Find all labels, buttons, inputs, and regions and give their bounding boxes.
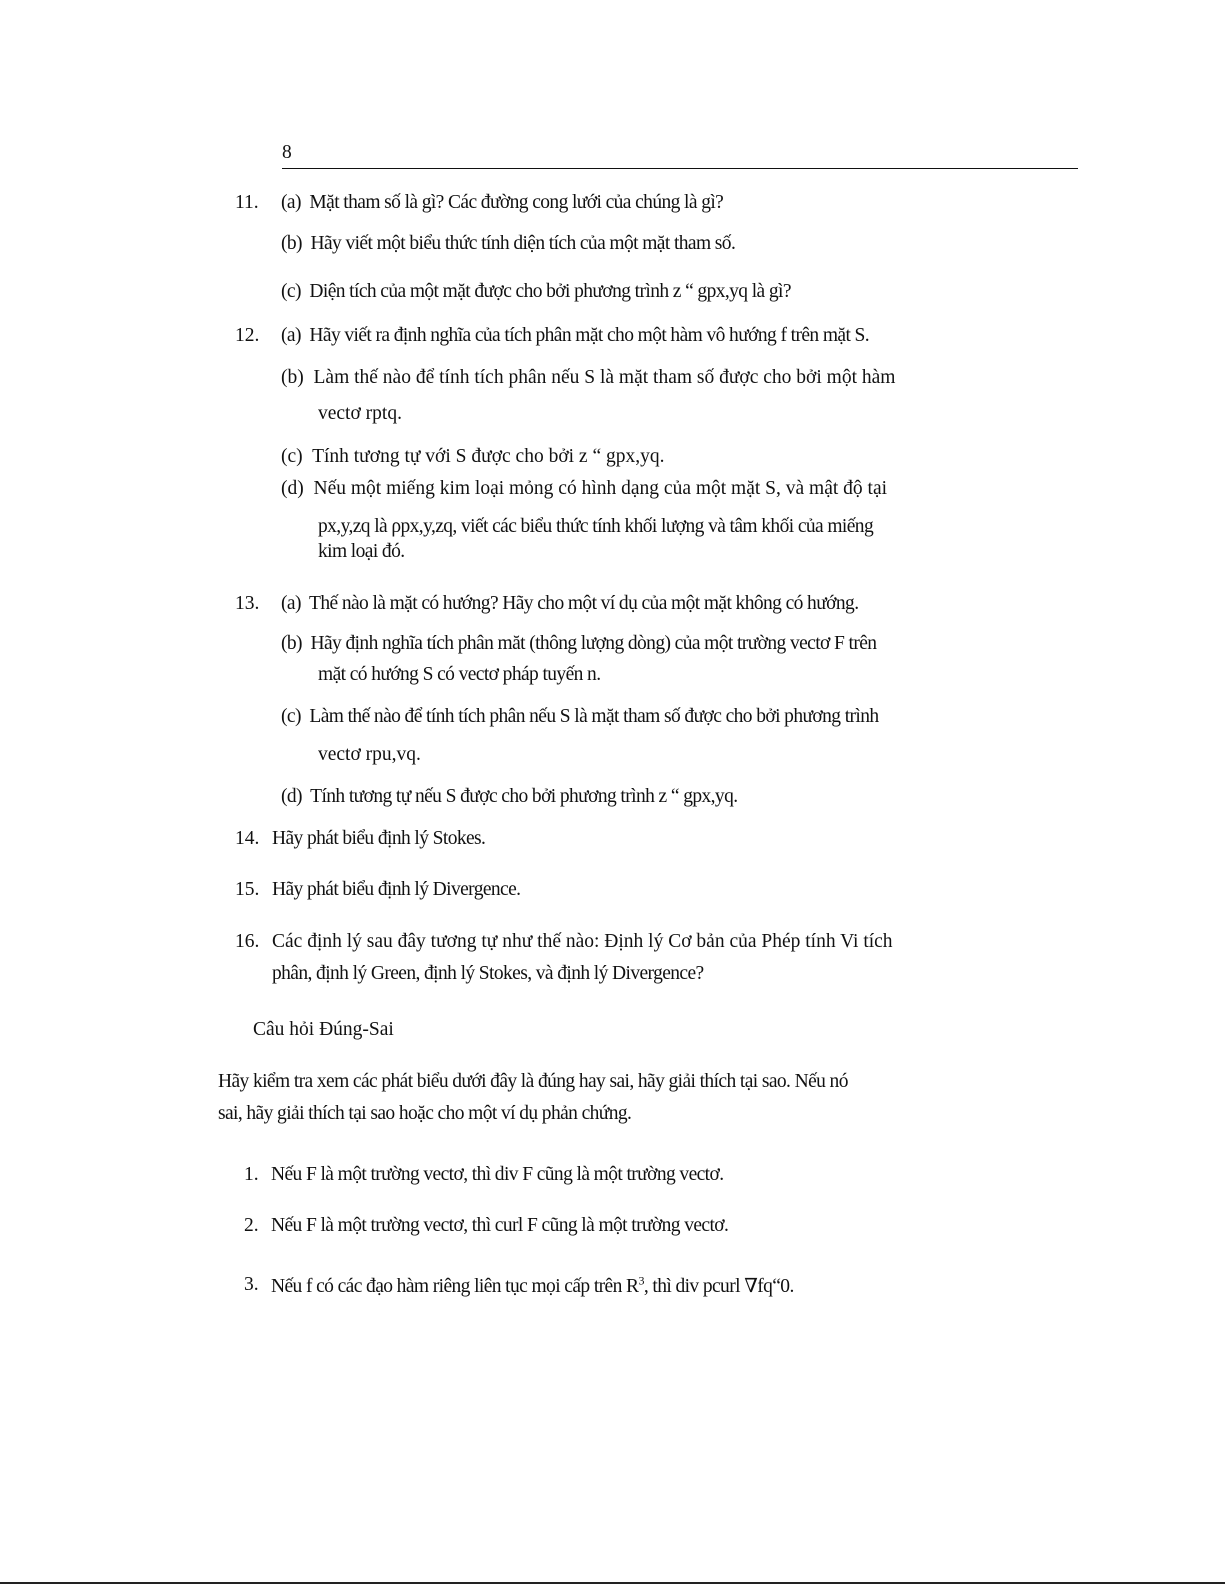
- page-number: 8: [282, 142, 292, 163]
- tf-item-number: 1.: [244, 1164, 259, 1185]
- question-number-14: 14.: [235, 828, 260, 849]
- tf-item-number: 2.: [244, 1215, 259, 1236]
- section-heading: Câu hỏi Đúng-Sai: [253, 1019, 394, 1040]
- q12-part-a: [281, 325, 869, 347]
- superscript-exponent: 3: [638, 1273, 644, 1288]
- tf-item-2-text: Nếu F là một trường vectơ, thì curl F cũng là một trường vectơ.: [271, 1215, 729, 1236]
- tf-item-3-text-after: , thì div pcurl ∇fq“0.: [643, 1276, 794, 1297]
- intro-line-1: Hãy kiểm tra xem các phát biểu dưới đây là đúng hay sai, hãy giải thích tại sao. Nếu nó: [218, 1071, 848, 1092]
- q13-part-a: [281, 593, 858, 615]
- question-number-13: 13.: [235, 593, 260, 614]
- q13d-text: Tính tương tự nếu S được cho bởi phương trình z “ gpx,yq.: [310, 786, 738, 807]
- tf-item-number: 3.: [244, 1274, 259, 1295]
- part-label: (b): [281, 367, 304, 388]
- part-label: (c): [281, 446, 303, 467]
- q11b-text: Hãy viết một biểu thức tính diện tích của một mặt tham số.: [310, 233, 736, 254]
- q12b-text-line2: vectơ rptq.: [318, 403, 402, 424]
- tf-item-1-text: Nếu F là một trường vectơ, thì div F cũng là một trường vectơ.: [271, 1164, 724, 1185]
- q11c-text: Diện tích của một mặt được cho bởi phương trình z “ gpx,yq là gì?: [309, 281, 791, 302]
- q12-part-c: [281, 446, 664, 468]
- part-label: (d): [281, 478, 304, 499]
- q11-part-b: [281, 233, 735, 255]
- q13c-text: Làm thế nào để tính tích phân nếu S là mặt tham số được cho bởi phương trình: [309, 706, 879, 727]
- q11-part-a: [281, 192, 723, 214]
- question-number-12: 12.: [235, 325, 260, 346]
- q16-text-line2: phân, định lý Green, định lý Stokes, và định lý Divergence?: [272, 963, 704, 984]
- tf-item-3-text: [271, 1274, 794, 1298]
- q12d-text: Nếu một miếng kim loại mỏng có hình dạng của một mặt S, và mật độ tại: [313, 478, 888, 499]
- q13b-text-line2: mặt có hướng S có vectơ pháp tuyến n.: [318, 664, 601, 685]
- q11-part-c: [281, 281, 791, 303]
- question-number-16: 16.: [235, 931, 260, 952]
- q13-part-b: [281, 633, 876, 655]
- header-rule: [282, 168, 1078, 169]
- q13a-text: Thế nào là mặt có hướng? Hãy cho một ví dụ của một mặt không có hướng.: [309, 593, 859, 614]
- part-label: (c): [281, 281, 301, 302]
- part-label: (a): [281, 192, 301, 213]
- q11a-text: Mặt tham số là gì? Các đường cong lưới của chúng là gì?: [309, 192, 724, 213]
- q12-part-d: [281, 478, 887, 500]
- part-label: (a): [281, 593, 301, 614]
- q15-text: Hãy phát biểu định lý Divergence.: [272, 879, 521, 900]
- q12d-text-line2: px,y,zq là ρpx,y,zq, viết các biểu thức tính khối lượng và tâm khối của miếng: [318, 516, 874, 537]
- q12b-text: Làm thế nào để tính tích phân nếu S là mặt tham số được cho bởi một hàm: [313, 367, 896, 388]
- q12-part-b: [281, 367, 895, 389]
- q13-part-c: [281, 706, 879, 728]
- q12c-text: Tính tương tự với S được cho bởi z “ gpx,yq.: [312, 446, 665, 467]
- q13c-text-line2: vectơ rpu,vq.: [318, 744, 421, 765]
- tf-item-3-text-before: Nếu f có các đạo hàm riêng liên tục mọi cấp trên R: [271, 1276, 639, 1297]
- part-label: (b): [281, 233, 302, 254]
- q13-part-d: [281, 786, 738, 808]
- question-number-11: 11.: [235, 192, 259, 213]
- q16-text: Các định lý sau đây tương tự như thế nào: Định lý Cơ bản của Phép tính Vi tích: [272, 931, 893, 952]
- question-number-15: 15.: [235, 879, 260, 900]
- q14-text: Hãy phát biểu định lý Stokes.: [272, 828, 486, 849]
- q12d-text-line3: kim loại đó.: [318, 541, 405, 562]
- q13b-text: Hãy định nghĩa tích phân măt (thông lượng dòng) của một trường vectơ F trên: [310, 633, 877, 654]
- intro-line-2: sai, hãy giải thích tại sao hoặc cho một ví dụ phản chứng.: [218, 1103, 632, 1124]
- part-label: (b): [281, 633, 302, 654]
- bottom-border: [0, 1582, 1225, 1584]
- part-label: (d): [281, 786, 302, 807]
- part-label: (a): [281, 325, 301, 346]
- part-label: (c): [281, 706, 301, 727]
- q12a-text: Hãy viết ra định nghĩa của tích phân mặt cho một hàm vô hướng f trên mặt S.: [309, 325, 870, 346]
